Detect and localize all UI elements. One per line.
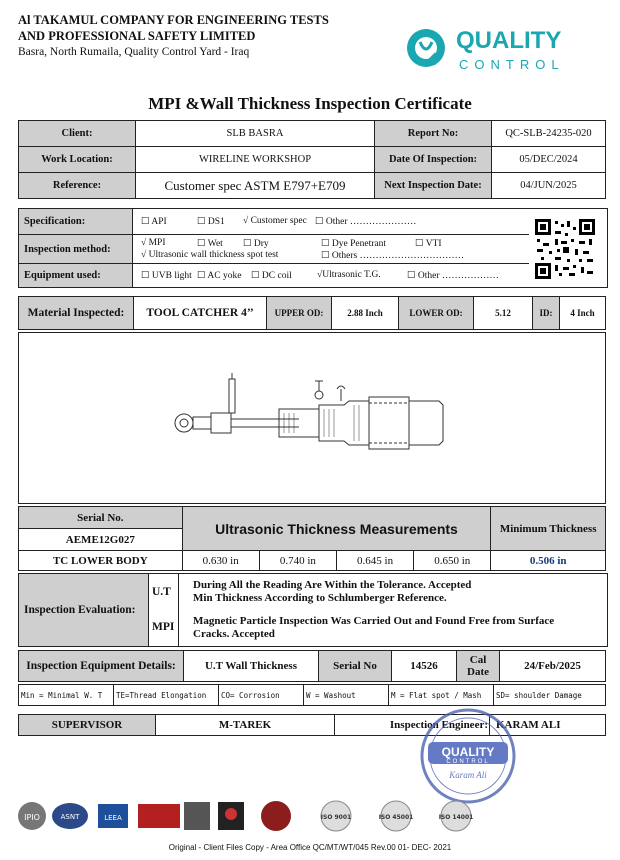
certificate-title: MPI &Wall Thickness Inspection Certificate xyxy=(148,94,472,113)
equipment-details-table xyxy=(18,650,606,682)
company-line1: Al TAKAMUL COMPANY FOR ENGINEERING TESTS xyxy=(18,13,329,27)
id-label: ID: xyxy=(533,297,560,330)
doi-value: 05/DEC/2024 xyxy=(492,147,606,173)
serial-value: AEME12G027 xyxy=(19,529,183,551)
equip-other: ☐ Other ……………… xyxy=(407,271,499,281)
leea-logo xyxy=(98,804,128,828)
method-others: ☐ Others …………………………… xyxy=(321,251,465,261)
cal-date-label: Cal Date xyxy=(457,651,500,682)
logo-word1: QUALITY xyxy=(456,27,562,54)
supervisor-name: M-TAREK xyxy=(156,715,335,736)
upper-od-label: UPPER OD: xyxy=(267,297,332,330)
spec-ds1: ☐ DS1 xyxy=(197,217,225,227)
equipment-details-label: Inspection Equipment Details: xyxy=(19,651,184,682)
accreditation-logo xyxy=(184,802,210,830)
abbreviation-legend xyxy=(18,684,606,706)
spec-customer: √ Customer spec xyxy=(243,216,307,226)
equip-dc: ☐ DC coil xyxy=(251,271,292,281)
iso-45001-text: ISO 45001 xyxy=(378,814,414,821)
min-thickness-value: 0.506 in xyxy=(491,551,606,571)
engineer-name: KARAM ALI xyxy=(490,715,606,736)
ipio-logo xyxy=(18,802,46,830)
measurements-heading: Ultrasonic Thickness Measurements xyxy=(182,507,491,551)
qr-code xyxy=(535,219,595,279)
method-row xyxy=(19,235,529,264)
logo-word2: CONTROL xyxy=(459,57,565,72)
evaluation-block xyxy=(18,573,608,647)
next-inspection-value: 04/JUN/2025 xyxy=(492,173,606,199)
reading-4: 0.650 in xyxy=(414,551,491,571)
min-thickness-label: Minimum Thickness xyxy=(491,507,606,551)
equip-uvb: ☐ UVB light xyxy=(141,271,192,281)
specification-label: Specification: xyxy=(19,209,133,234)
method-ut: √ Ultrasonic wall thickness spot test xyxy=(141,250,279,260)
spec-other: ☐ Other ………………… xyxy=(315,217,417,227)
part-name: TC LOWER BODY xyxy=(19,551,183,571)
legend-co: CO= Corrosion xyxy=(219,685,304,706)
client-label: Client: xyxy=(19,121,136,147)
method-dry: ☐ Dry xyxy=(243,239,269,249)
cal-date-value: 24/Feb/2025 xyxy=(500,651,606,682)
method-wet: ☐ Wet xyxy=(197,239,223,249)
legend-te: TE=Thread Elongation xyxy=(114,685,219,706)
material-value: TOOL CATCHER 4’’ xyxy=(134,297,267,330)
id-value: 4 Inch xyxy=(560,297,606,330)
legend-m: M = Flat spot / Mash xyxy=(389,685,494,706)
reading-3: 0.645 in xyxy=(336,551,413,571)
legend-sd: SD= shoulder Damage xyxy=(494,685,606,706)
company-name xyxy=(18,12,329,44)
method-mpi: √ MPI xyxy=(141,238,166,248)
stamp-name: Karam Ali xyxy=(449,770,487,780)
mpi-result: Magnetic Particle Inspection Was Carried Out and Found Free from Surface Cracks. Accepted xyxy=(193,615,555,640)
report-label: Report No: xyxy=(375,121,492,147)
measurement-table xyxy=(18,506,606,571)
iso-9001-text: ISO 9001 xyxy=(320,814,352,821)
engineer-label: Inspection Engineer: xyxy=(335,715,490,736)
location-value: WIRELINE WORKSHOP xyxy=(136,147,375,173)
iso-45001-logo xyxy=(379,801,414,831)
company-line2: AND PROFESSIONAL SAFETY LIMITED xyxy=(18,29,256,43)
legend-min: Min = Minimal W. T xyxy=(19,685,114,706)
serial-label: Serial No. xyxy=(19,507,183,529)
ut-result: During All the Reading Are Within the Tolerance. Accepted Min Thickness According to Schlumberger Reference. xyxy=(193,579,472,604)
info-table xyxy=(18,120,606,199)
equip-utg: √Ultrasonic T.G. xyxy=(317,270,381,280)
reference-label: Reference: xyxy=(19,173,136,199)
material-label: Material Inspected: xyxy=(19,297,134,330)
bureau-veritas-logo xyxy=(138,804,180,828)
method-vti: ☐ VTI xyxy=(415,239,442,249)
ut-tag: U.T xyxy=(152,586,171,598)
report-value: QC-SLB-24235-020 xyxy=(492,121,606,147)
svg-text:LEEA: LEEA xyxy=(104,814,122,822)
stamp-word1: QUALITY xyxy=(441,745,495,759)
lower-od-label: LOWER OD: xyxy=(399,297,474,330)
upper-od-value: 2.88 Inch xyxy=(332,297,399,330)
equipment-serial: 14526 xyxy=(392,651,457,682)
mpi-tag: MPI xyxy=(152,621,175,633)
equipment-serial-label: Serial No xyxy=(319,651,392,682)
method-label: Inspection method: xyxy=(19,235,133,263)
reference-value: Customer spec ASTM E797+E709 xyxy=(136,173,375,199)
equipment-device: U.T Wall Thickness xyxy=(184,651,319,682)
iso-14001-logo xyxy=(439,801,474,831)
footer-note: Original - Client Files Copy - Area Office QC/MT/WT/045 Rev.00 01- DEC- 2021 xyxy=(168,843,452,852)
quality-control-logo xyxy=(404,24,594,74)
equipment-row xyxy=(19,264,529,287)
drops-logo xyxy=(218,802,244,830)
certification-logos xyxy=(14,798,494,834)
specification-row xyxy=(19,209,529,235)
material-table xyxy=(18,296,606,330)
engineer-stamp xyxy=(418,706,518,806)
next-inspection-label: Next Inspection Date: xyxy=(375,173,492,199)
equip-ac: ☐ AC yoke xyxy=(197,271,242,281)
svg-text:ASNT: ASNT xyxy=(60,813,80,821)
equipment-label: Equipment used: xyxy=(19,264,133,287)
ndc-logo xyxy=(261,801,291,831)
company-address: Basra, North Rumaila, Quality Control Yard - Iraq xyxy=(18,46,250,58)
location-label: Work Location: xyxy=(19,147,136,173)
client-value: SLB BASRA xyxy=(136,121,375,147)
legend-w: W = Washout xyxy=(304,685,389,706)
iso-14001-text: ISO 14001 xyxy=(438,814,474,821)
asnt-logo xyxy=(52,803,88,829)
doi-label: Date Of Inspection: xyxy=(375,147,492,173)
lower-od-value: 5.12 xyxy=(474,297,533,330)
tool-drawing xyxy=(18,332,606,504)
inspection-options xyxy=(18,208,608,288)
iso-9001-logo xyxy=(321,801,351,831)
reading-2: 0.740 in xyxy=(259,551,336,571)
reading-1: 0.630 in xyxy=(182,551,259,571)
stamp-word2: CONTROL xyxy=(446,759,490,765)
supervisor-label: SUPERVISOR xyxy=(19,715,156,736)
method-dye: ☐ Dye Penetrant xyxy=(321,239,386,249)
svg-text:IPIO: IPIO xyxy=(24,813,40,822)
spec-api: ☐ API xyxy=(141,217,167,227)
evaluation-label: Inspection Evaluation: xyxy=(19,574,149,646)
